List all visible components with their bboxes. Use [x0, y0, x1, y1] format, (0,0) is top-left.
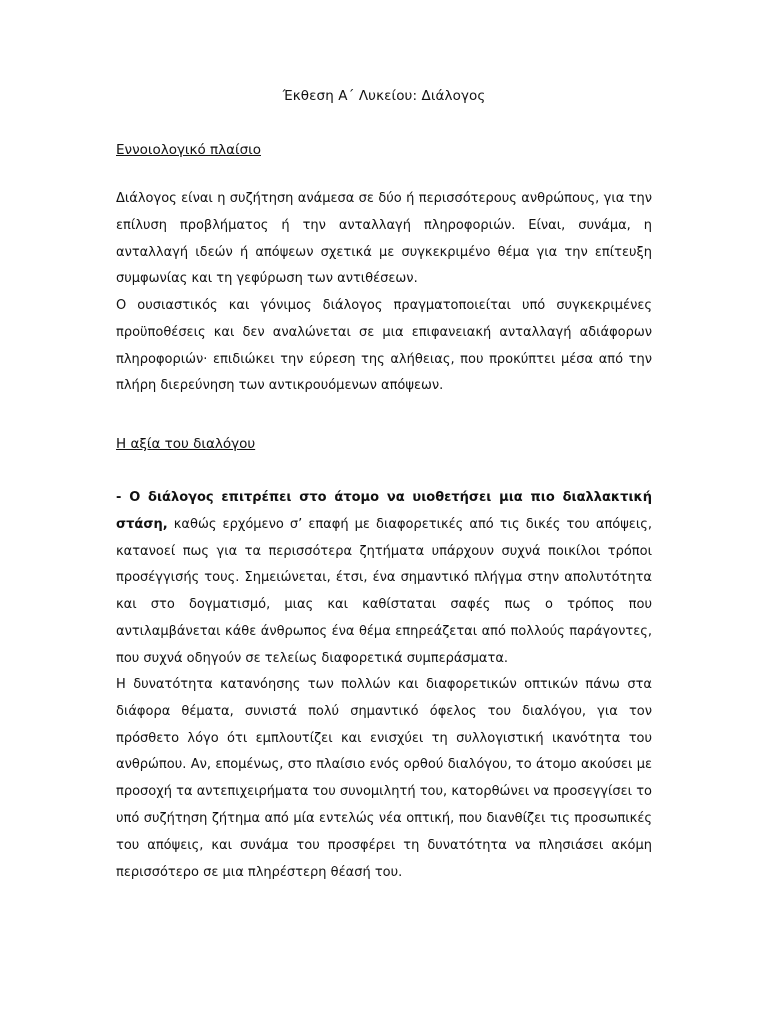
paragraph-definition: Διάλογος είναι η συζήτηση ανάμεσα σε δύο ή περισσότερους ανθρώπους, για την επίλυση προβλήματος ή την ανταλλαγή πληροφοριών. Είναι, συνάμα, η ανταλλαγή ιδεών ή απόψεων σχετικά με συγκεκριμένο θέμα για την επίτευξη συμφωνίας και τη γεφύρωση των αντιθέσεων.: [116, 191, 652, 287]
paragraph-lead-bold: - Ο διάλογος επιτρέπει στο άτομο να υιοθετήσει μια πιο διαλλακτική στάση,: [116, 490, 652, 532]
section-heading-value: Η αξία του διαλόγου: [116, 436, 256, 452]
paragraph-tolerance: [116, 485, 652, 673]
paragraph-tolerance-body: καθώς ερχόμενο σ’ επαφή με διαφορετικές από τις δικές του απόψεις, κατανοεί πως για τα περισσότερα ζητήματα υπάρχουν συχνά ποικίλοι τρόποι προσέγγισής τους. Σημειώνεται, έτσι, ένα σημαντικό πλήγμα στην απολυτότητα και στο δογματισμό, μιας και καθίσταται σαφές πως ο τρόπος που αντιλαμβάνεται κάθε άνθρωπος ένα θέμα επηρεάζεται από πολλούς παράγοντες, που συχνά οδηγούν σε τελείως διαφορετικά συμπεράσματα.: [116, 516, 652, 666]
paragraph-meaningful-dialogue: Ο ουσιαστικός και γόνιμος διάλογος πραγματοποιείται υπό συγκεκριμένες προϋποθέσεις και δεν αναλώνεται σε μια επιφανειακή ανταλλαγή αδιάφορων πληροφοριών· επιδιώκει την εύρεση της αλήθειας, που προκύπτει μέσα από την πλήρη διερεύνηση των αντικρουόμενων απόψεων.: [116, 298, 652, 394]
paragraph-reasoning: Η δυνατότητα κατανόησης των πολλών και διαφορετικών οπτικών πάνω στα διάφορα θέματα, συνιστά πολύ σημαντικό όφελος του διαλόγου, για τον πρόσθετο λόγο ότι εμπλουτίζει και ενισχύει τη συλλογιστική ικανότητα του ανθρώπου. Αν, επομένως, στο πλαίσιο ενός ορθού διαλόγου, το άτομο ακούσει με προσοχή τα αντεπιχειρήματα του συνομιλητή του, κατορθώνει να προσεγγίσει το υπό συζήτηση ζήτημα από μία εντελώς νέα οπτική, που διανθίζει τις προσωπικές του απόψεις, και συνάμα του προσφέρει τη δυνατότητα να πλησιάσει ακόμη περισσότερο σε μια πληρέστερη θέασή του.: [116, 677, 652, 880]
document-title: Έκθεση Α΄ Λυκείου: Διάλογος: [282, 88, 486, 104]
section-heading-concept: Εννοιολογικό πλαίσιο: [116, 142, 261, 158]
